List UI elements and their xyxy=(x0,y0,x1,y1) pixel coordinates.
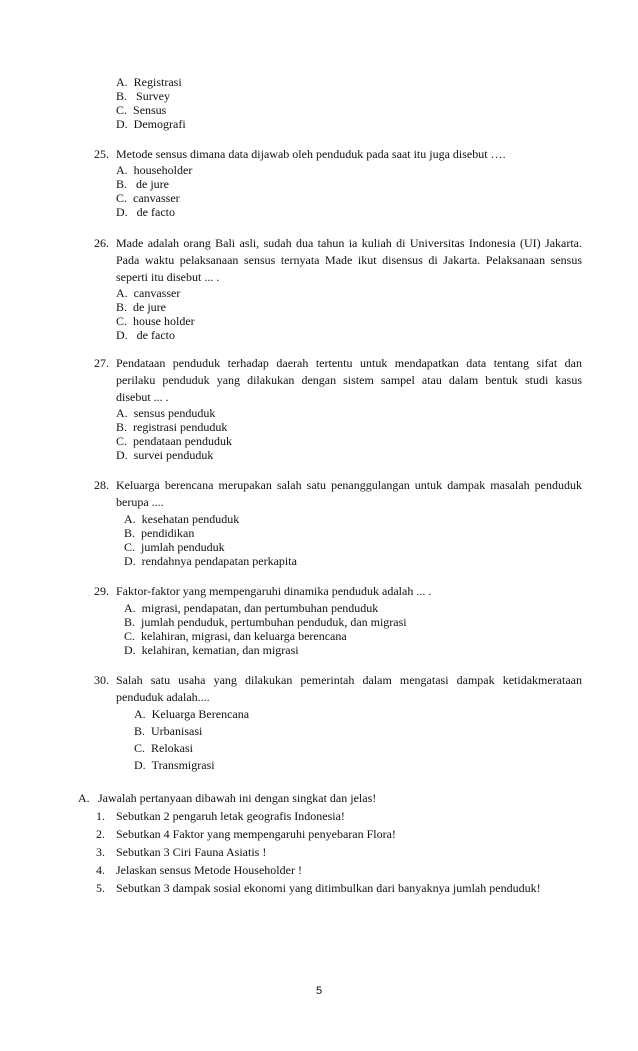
option-a: A. migrasi, pendapatan, dan pertumbuhan penduduk xyxy=(124,601,379,615)
option-b: B. registrasi penduduk xyxy=(116,420,228,434)
option-a: A. householder xyxy=(116,163,193,177)
essay-number: 3. xyxy=(96,845,105,859)
option-d: D. de facto xyxy=(116,205,175,219)
question-text: disebut ... . xyxy=(116,390,169,404)
option-b: B. pendidikan xyxy=(124,526,195,540)
option-a: A. Registrasi xyxy=(116,75,182,89)
essay-question: Sebutkan 4 Faktor yang mempengaruhi penyebaran Flora! xyxy=(116,827,396,841)
option-a: A. Keluarga Berencana xyxy=(134,707,250,721)
question-number: 28. xyxy=(94,478,109,492)
question-number: 26. xyxy=(94,236,109,250)
option-b: B. Urbanisasi xyxy=(134,724,203,738)
option-b: B. de jure xyxy=(116,300,166,314)
question-number: 25. xyxy=(94,147,109,161)
question-number: 30. xyxy=(94,673,109,687)
question-number: 29. xyxy=(94,584,109,598)
question-text: seperti itu disebut ... . xyxy=(116,270,220,284)
option-a: A. sensus penduduk xyxy=(116,406,216,420)
question-text: Salah satu usaha yang dilakukan pemerintah dalam mengatasi dampak ketidakmerataan xyxy=(116,673,582,687)
option-d: D. Transmigrasi xyxy=(134,758,215,772)
option-d: D. kelahiran, kematian, dan migrasi xyxy=(124,643,299,657)
option-d: D. Demografi xyxy=(116,117,186,131)
option-b: B. de jure xyxy=(116,177,169,191)
option-b: B. jumlah penduduk, pertumbuhan penduduk, dan migrasi xyxy=(124,615,407,629)
question-text: penduduk adalah.... xyxy=(116,690,210,704)
question-number: 27. xyxy=(94,356,109,370)
essay-number: 2. xyxy=(96,827,105,841)
question-text: perilaku penduduk yang dilakukan dengan sistem sampel atau dalam bentuk studi kasus xyxy=(116,373,582,387)
question-text: Pendataan penduduk terhadap daerah tertentu untuk mendapatkan data tentang sifat dan xyxy=(116,356,582,370)
essay-question: Sebutkan 3 dampak sosial ekonomi yang ditimbulkan dari banyaknya jumlah penduduk! xyxy=(116,881,541,895)
option-c: C. house holder xyxy=(116,314,195,328)
option-c: C. canvasser xyxy=(116,191,180,205)
option-a: A. canvasser xyxy=(116,286,181,300)
question-text: berupa .... xyxy=(116,495,164,509)
option-c: C. Relokasi xyxy=(134,741,194,755)
option-c: C. jumlah penduduk xyxy=(124,540,225,554)
option-d: D. rendahnya pendapatan perkapita xyxy=(124,554,297,568)
question-text: Faktor-faktor yang mempengaruhi dinamika penduduk adalah ... . xyxy=(116,584,432,598)
option-d: D. survei penduduk xyxy=(116,448,214,462)
section-letter: A. xyxy=(78,791,90,805)
question-text: Keluarga berencana merupakan salah satu penanggulangan untuk dampak masalah penduduk xyxy=(116,478,582,492)
option-b: B. Survey xyxy=(116,89,171,103)
question-text: Metode sensus dimana data dijawab oleh penduduk pada saat itu juga disebut …. xyxy=(116,147,506,161)
essay-number: 5. xyxy=(96,881,105,895)
option-c: C. Sensus xyxy=(116,103,167,117)
page-number: 5 xyxy=(315,985,323,997)
essay-question: Jelaskan sensus Metode Householder ! xyxy=(116,863,302,877)
question-text: Pada waktu pelaksanaan sensus ternyata Made ikut disensus di Jakarta. Pelaksanaan sensus xyxy=(116,253,582,267)
option-c: C. pendataan penduduk xyxy=(116,434,232,448)
section-instruction: Jawalah pertanyaan dibawah ini dengan singkat dan jelas! xyxy=(98,791,377,805)
essay-number: 4. xyxy=(96,863,105,877)
question-text: Made adalah orang Bali asli, sudah dua tahun ia kuliah di Universitas Indonesia (UI) Jakarta. xyxy=(116,236,582,250)
option-d: D. de facto xyxy=(116,328,175,342)
essay-number: 1. xyxy=(96,809,105,823)
essay-question: Sebutkan 2 pengaruh letak geografis Indonesia! xyxy=(116,809,345,823)
essay-question: Sebutkan 3 Ciri Fauna Asiatis ! xyxy=(116,845,267,859)
option-a: A. kesehatan penduduk xyxy=(124,512,240,526)
option-c: C. kelahiran, migrasi, dan keluarga berencana xyxy=(124,629,347,643)
